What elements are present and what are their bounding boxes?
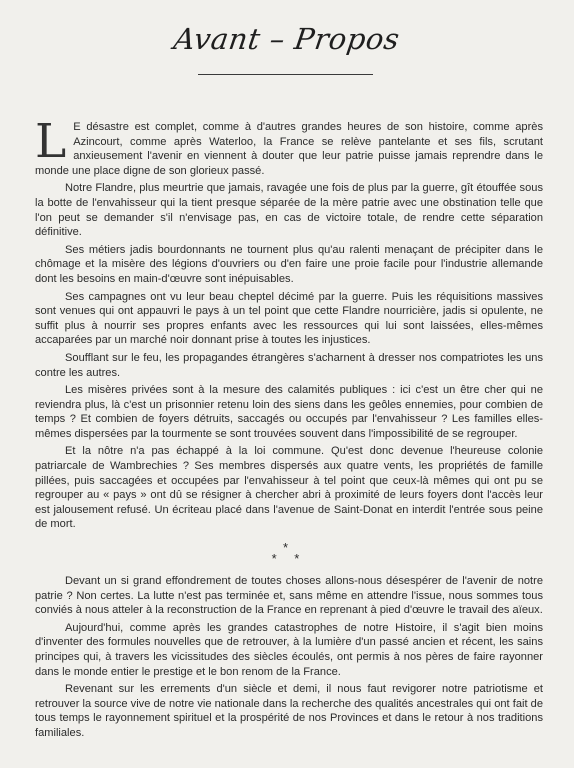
paragraph-8: Devant un si grand effondrement de toutes choses allons-nous désespérer de l'avenir de notre patrie ? Non certes. La lutte n'est pas terminée et, sans même en attendre l'issue, nous sommes tous conviés à nous atteler à la reconstruction de la France en reprenant à pied d'œuvre le travail des aïeux.	[35, 575, 543, 617]
paragraph-7: Et la nôtre n'a pas échappé à la loi commune. Qu'est donc devenue l'heureuse colonie patriarcale de Wambrechies ? Ses membres dispersés aux quatre vents, les propriétés de famille pillées, puis saccagées et occupées par l'envahisseur à tel point que ceux-là mêmes qui ont pu se regrouper au « pays » ont dû se résigner à chercher abri à proximité de leurs foyers dont l'accès leur est jalousement refusé. Un écriteau placé dans l'avenue de Saint-Donat en interdit l'entrée sous peine de mort.	[35, 445, 543, 531]
paragraph-3: Ses métiers jadis bourdonnants ne tournent plus qu'au ralenti menaçant de précipiter dans le chômage et la misère des légions d'ouvriers ou d'en faire une proie facile pour l'industrie allemande dont les besoins en main-d'œuvre sont inépuisables.	[35, 243, 543, 285]
paragraph-5: Soufflant sur le feu, les propagandes étrangères s'acharnent à dresser nos compatriotes les uns contre les autres.	[35, 351, 543, 379]
body-text	[35, 114, 543, 744]
separator-star: *	[282, 540, 296, 556]
paragraph-2: Notre Flandre, plus meurtrie que jamais, ravagée une fois de plus par la guerre, gît étouffée sous la botte de l'envahisseur qui la tient presque séparée de la mère patrie avec une obstination telle que l'on peut se demander s'il n'envisage pas, en cas de victoire totale, de rendre cette séparation définitive.	[35, 182, 543, 239]
title-underline	[198, 74, 373, 75]
title-block	[0, 22, 574, 56]
separator-stars: * *	[271, 551, 307, 567]
section-separator	[35, 540, 543, 567]
paragraph-1-text: E désastre est complet, comme à d'autres grandes heures de son histoire, comme après Azincourt, comme après Waterloo, la France se relève pantelante et ses fils, scrutant anxieusement l'avenir en viennent à douter que leur patrie puisse jamais reprendre dans le monde une place digne de son glorieux passé.	[35, 121, 543, 177]
paragraph-4: Ses campagnes ont vu leur beau cheptel décimé par la guerre. Puis les réquisitions massives sont venues qui ont appauvri le pays à un tel point que cette Flandre nourricière, jadis si opulente, ne suffit plus à nourrir ses propres enfants avec les ressources qui lui sont laissées, elles-mêmes accaparées par un marché noir donnant prise à toutes les injustices.	[35, 290, 543, 347]
drop-cap: L	[35, 114, 67, 169]
paragraph-1	[35, 114, 543, 178]
page-title: Avant – Propos	[171, 22, 403, 56]
paragraph-6: Les misères privées sont à la mesure des calamités publiques : ici c'est un être cher qui ne reviendra plus, là c'est un prisonnier retenu loin des siens dans les geôles ennemies, pour combien de temps ? Et combien de foyers détruits, saccagés ou occupés par l'envahisseur ? Les familles elles-mêmes dispersées par la tourmente se sont trouvées souvent dans l'impossibilité de se regrouper.	[35, 384, 543, 440]
paragraph-9: Aujourd'hui, comme après les grandes catastrophes de notre Histoire, il s'agit bien moins d'inventer des formules nouvelles que de retrouver, à la lumière d'un passé ancien et récent, les sains principes qui, à travers les vicissitudes des siècles écoulés, ont permis à nos pères de faire rayonner dans le monde entier le prestige et le bon renom de la France.	[35, 621, 543, 678]
paragraph-10: Revenant sur les errements d'un siècle et demi, il nous faut revigorer notre patriotisme et retrouver la source vive de notre vie nationale dans la recherche des qualités ancestrales qui ont fait de tous temps le rayonnement spirituel et la prospérité de nos Provinces et dans le retour à nos traditions familiales.	[35, 683, 543, 739]
